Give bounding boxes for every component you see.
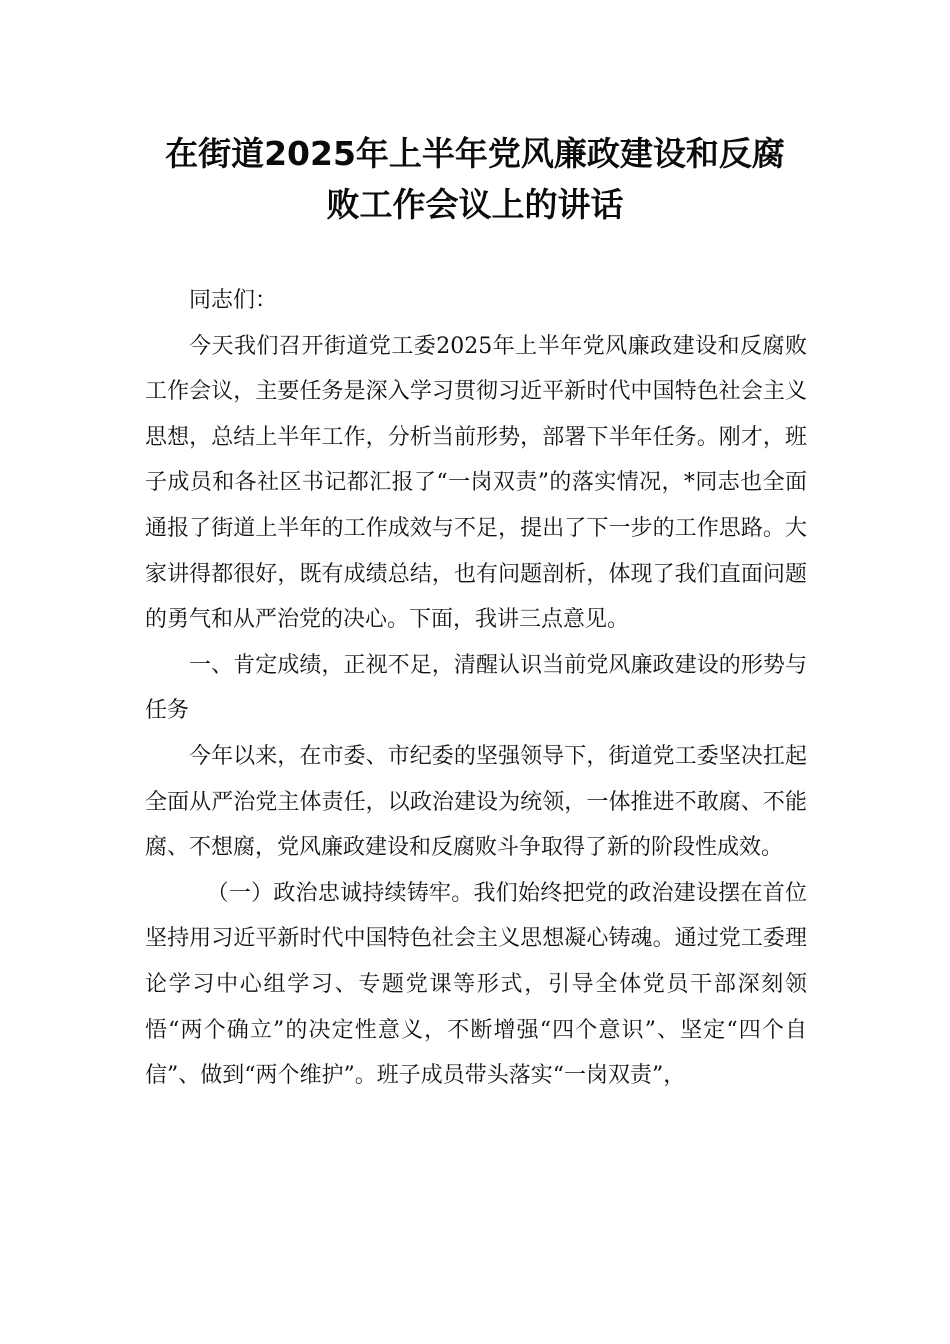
salutation: 同志们：	[189, 288, 278, 313]
title-line-2: 败工作会议上的讲话	[326, 185, 624, 224]
paragraph-opening: 今天我们召开街道党工委2025年上半年党风廉政建设和反腐败工作会议，主要任务是深入学习贯彻习近平新时代中国特色社会主义思想，总结上半年工作，分析当前形势，部署下半年任务。刚才，班子成员和各社区书记都汇报了“一岗双责”的落实情况，*同志也全面通报了街道上半年的工作成效与不足，提出了下一步的工作思路。大家讲得都很好，既有成绩总结，也有问题剖析，体现了我们直面问题的勇气和从严治党的决心。下面，我讲三点意见。	[145, 333, 807, 633]
paragraph-political-loyalty: （一）政治忠诚持续铸牢。我们始终把党的政治建设摆在首位坚持用习近平新时代中国特色社会主义思想凝心铸魂。通过党工委理论学习中心组学习、专题党课等形式，引导全体党员干部深刻领悟“两个确立”的决定性意义，不断增强“四个意识”、坚定“四个自信”、做到“两个维护”。班子成员带头落实“一岗双责”，	[145, 880, 807, 1089]
document-body	[145, 278, 807, 1099]
title-line-1: 在街道2025年上半年党风廉政建设和反腐	[165, 134, 785, 173]
section-heading-1: 一、肯定成绩，正视不足，清醒认识当前党风廉政建设的形势与任务	[145, 652, 807, 724]
paragraph-achievements: 今年以来，在市委、市纪委的坚强领导下，街道党工委坚决扛起全面从严治党主体责任，以政治建设为统领，一体推进不敢腐、不能腐、不想腐，党风廉政建设和反腐败斗争取得了新的阶段性成效。	[145, 743, 807, 861]
document-title	[145, 128, 805, 230]
